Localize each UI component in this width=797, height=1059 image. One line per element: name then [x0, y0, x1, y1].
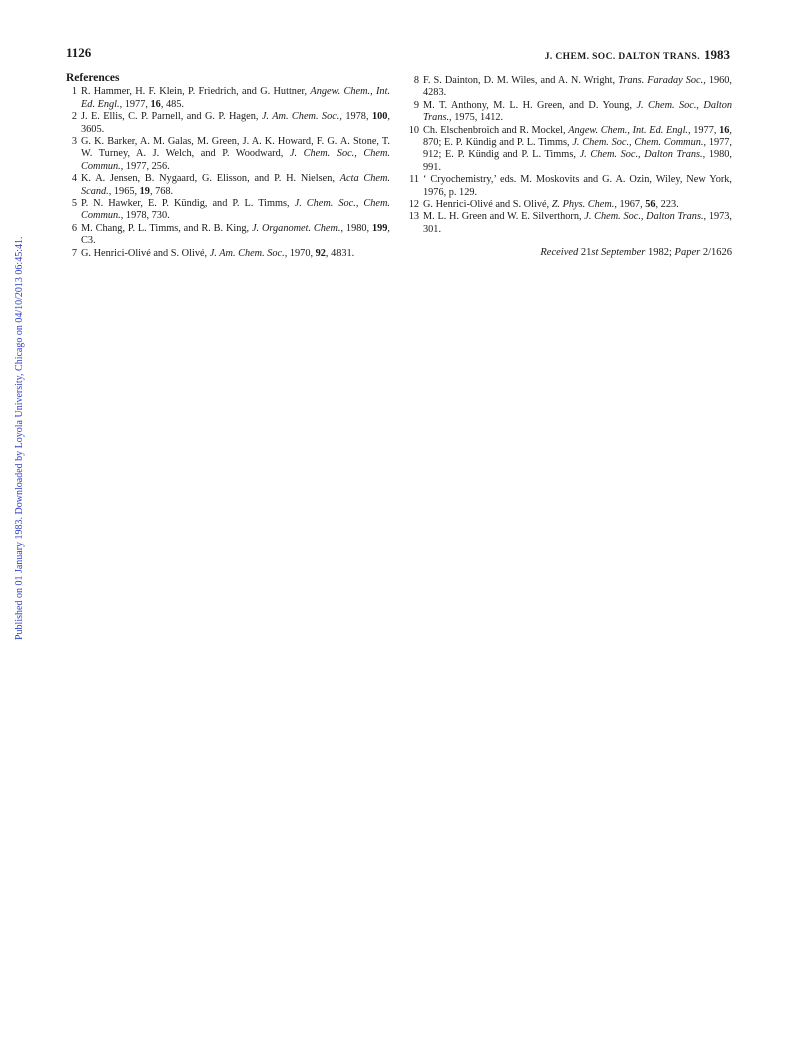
page-number: 1126	[66, 45, 92, 60]
journal-name: J. CHEM. SOC. DALTON TRANS.	[544, 52, 700, 62]
reference-item: 13 M. L. H. Green and W. E. Silverthorn, J. Chem. Soc., Dalton Trans., 1973, 301.	[408, 211, 732, 236]
reference-item: 12 G. Henrici-Olivé and S. Olivé, Z. Phys. Chem., 1967, 56, 223.	[408, 199, 732, 211]
download-notice[interactable]: Published on 01 January 1983. Downloaded by Loyola University, Chicago on 04/10/2013 06:45:41.	[14, 236, 25, 640]
reference-number: 11	[409, 174, 419, 186]
reference-item: 1 R. Hammer, H. F. Klein, P. Friedrich, and G. Huttner, Angew. Chem., Int. Ed. Engl., 1977, 16, 485.	[66, 86, 390, 111]
reference-item: 9 M. T. Anthony, M. L. H. Green, and D. Young, J. Chem. Soc., Dalton Trans., 1975, 1412.	[408, 100, 732, 125]
reference-item: 8 F. S. Dainton, D. M. Wiles, and A. N. Wright, Trans. Faraday Soc., 1960, 4283.	[408, 75, 732, 100]
references-heading: References	[66, 72, 120, 84]
reference-number: 13	[408, 211, 419, 223]
reference-item: 4 K. A. Jensen, B. Nygaard, G. Elisson, and P. H. Nielsen, Acta Chem. Scand., 1965, 19, 768.	[66, 173, 390, 198]
reference-number: 1	[71, 86, 77, 98]
reference-item: 6 M. Chang, P. L. Timms, and R. B. King, J. Organomet. Chem., 1980, 199, C3.	[66, 223, 390, 248]
reference-number: 5	[71, 198, 77, 210]
reference-number: 4	[71, 173, 77, 185]
reference-number: 6	[71, 222, 77, 234]
references-left-column	[66, 72, 390, 260]
reference-number: 3	[71, 136, 77, 148]
reference-item: 5 P. N. Hawker, E. P. Kündig, and P. L. Timms, J. Chem. Soc., Chem. Commun., 1978, 730.	[66, 198, 390, 223]
journal-year: 1983	[704, 47, 730, 62]
reference-number: 7	[71, 247, 77, 259]
references-right-column	[408, 75, 732, 260]
reference-item: 2 J. E. Ellis, C. P. Parnell, and G. P. Hagen, J. Am. Chem. Soc., 1978, 100, 3605.	[66, 111, 390, 136]
reference-number: 8	[413, 75, 419, 86]
reference-item: 10 Ch. Elschenbroich and R. Mockel, Angew. Chem., Int. Ed. Engl., 1977, 16, 870; E. P. Kündig and P. L. Timms, J. Chem. Soc., Chem. Commun., 1977, 912; E. P. Kündig and P. L. Timms, J. Chem. Soc., Dalton Trans., 1980, 991.	[408, 125, 732, 175]
reference-number: 9	[413, 99, 419, 111]
reference-item: 11 ‘ Cryochemistry,’ eds. M. Moskovits and G. A. Ozin, Wiley, New York, 1976, p. 129.	[408, 174, 732, 199]
reference-number: 12	[408, 199, 419, 211]
reference-number: 10	[408, 124, 419, 136]
reference-item: 7 G. Henrici-Olivé and S. Olivé, J. Am. Chem. Soc., 1970, 92, 4831.	[66, 248, 390, 260]
reference-item: 3 G. K. Barker, A. M. Galas, M. Green, J. A. K. Howard, F. G. A. Stone, T. W. Turney, A. J. Welch, and P. Woodward, J. Chem. Soc., Chem. Commun., 1977, 256.	[66, 136, 390, 173]
received-line: Received 21st September 1982; Paper 2/1626	[540, 247, 732, 259]
reference-number: 2	[71, 111, 77, 123]
running-head	[545, 47, 730, 63]
